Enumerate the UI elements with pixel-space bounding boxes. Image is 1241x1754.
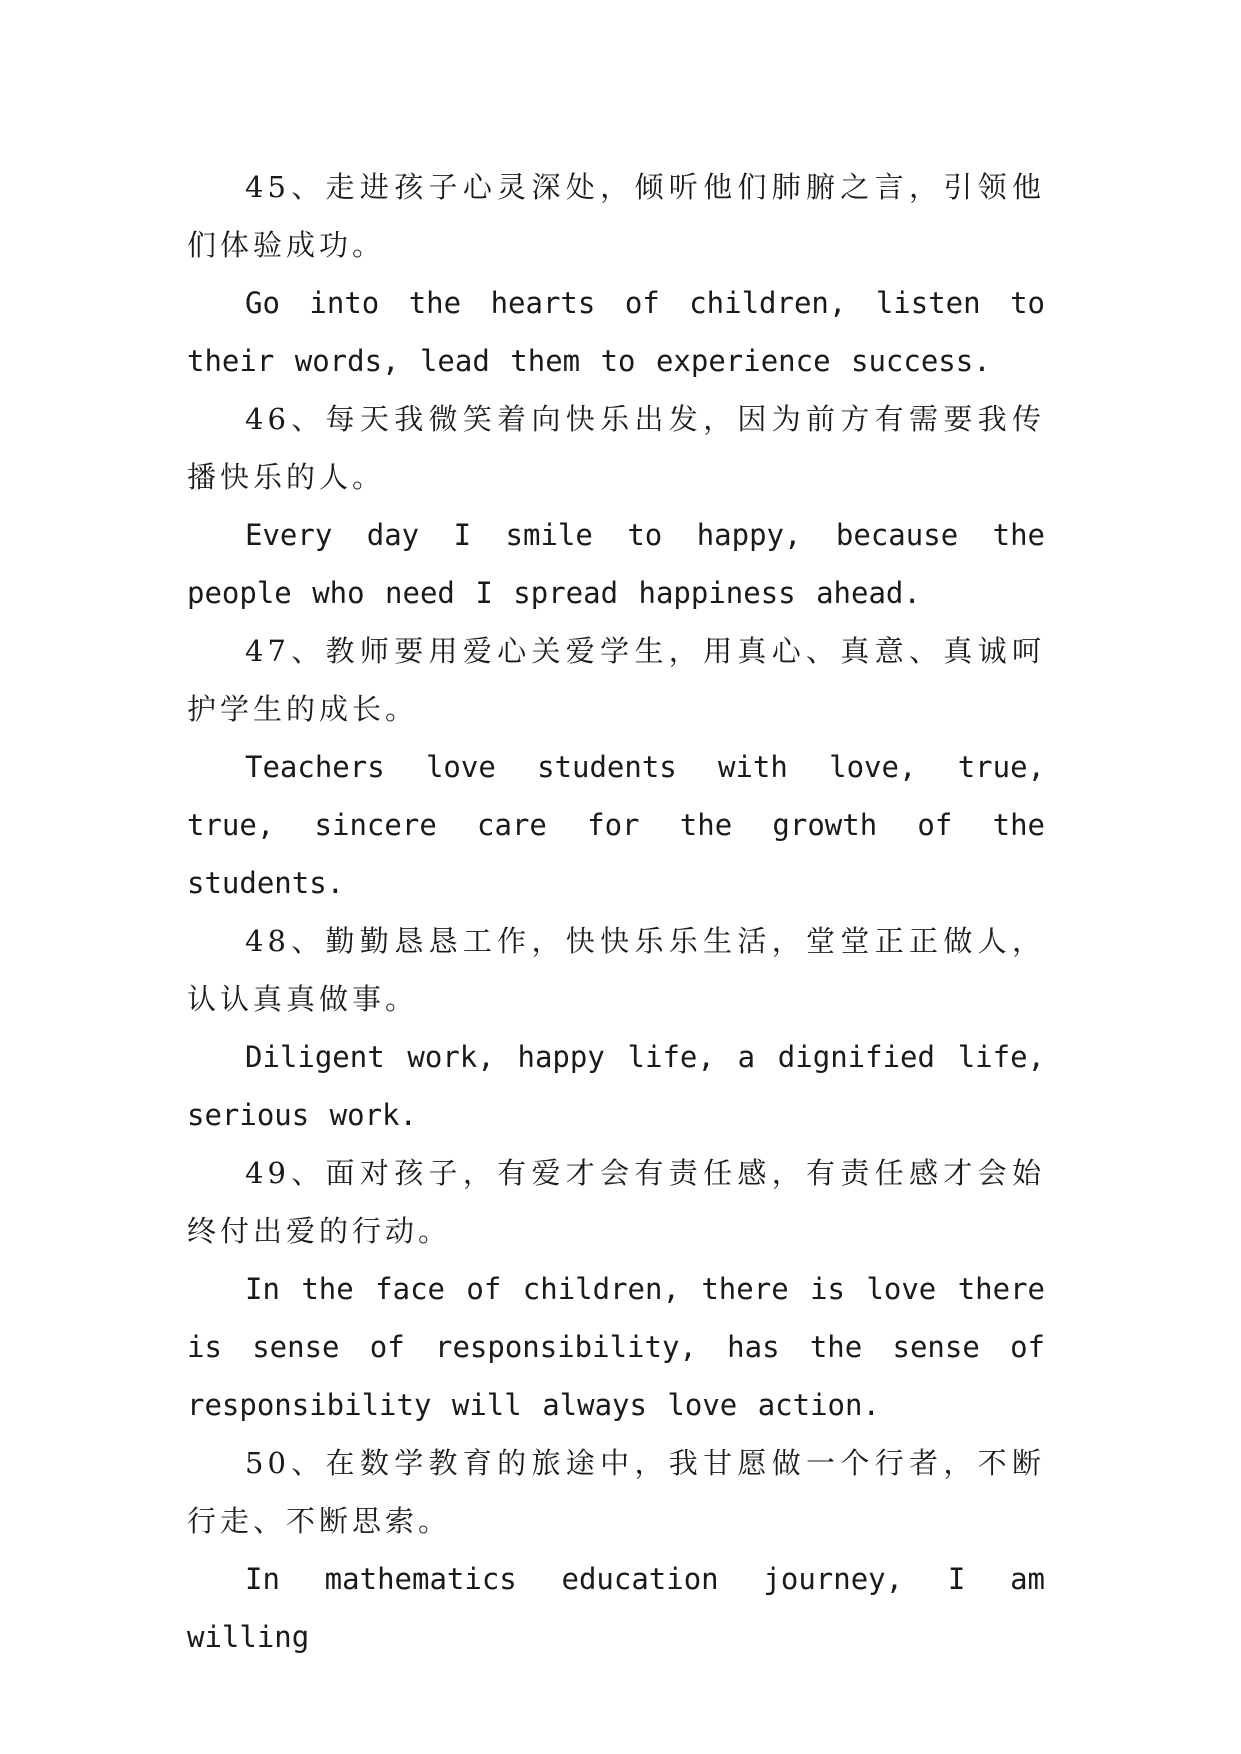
quote-50-english: In mathematics education journey, I am willing	[187, 1562, 1045, 1654]
quote-48-chinese: 48、勤勤恳恳工作，快快乐乐生活，堂堂正正做人，认认真真做事。	[187, 924, 1045, 1016]
quote-49-english: In the face of children, there is love there is sense of responsibility, has the sense of responsibility will always love action.	[187, 1272, 1045, 1422]
quote-46-chinese: 46、每天我微笑着向快乐出发，因为前方有需要我传播快乐的人。	[187, 402, 1045, 494]
quote-47-chinese: 47、教师要用爱心关爱学生，用真心、真意、真诚呵护学生的成长。	[187, 634, 1045, 726]
document-body	[187, 158, 1045, 1666]
quote-45-english: Go into the hearts of children, listen to their words, lead them to experience success.	[187, 286, 1045, 378]
quote-50-chinese: 50、在数学教育的旅途中，我甘愿做一个行者，不断行走、不断思索。	[187, 1446, 1045, 1538]
quote-49-chinese: 49、面对孩子，有爱才会有责任感，有责任感才会始终付出爱的行动。	[187, 1156, 1045, 1248]
quote-47-english: Teachers love students with love, true, true, sincere care for the growth of the students.	[187, 750, 1045, 900]
quote-46-english: Every day I smile to happy, because the people who need I spread happiness ahead.	[187, 518, 1045, 610]
quote-48-english: Diligent work, happy life, a dignified life, serious work.	[187, 1040, 1045, 1132]
quote-45-chinese: 45、走进孩子心灵深处，倾听他们肺腑之言，引领他们体验成功。	[187, 170, 1045, 262]
